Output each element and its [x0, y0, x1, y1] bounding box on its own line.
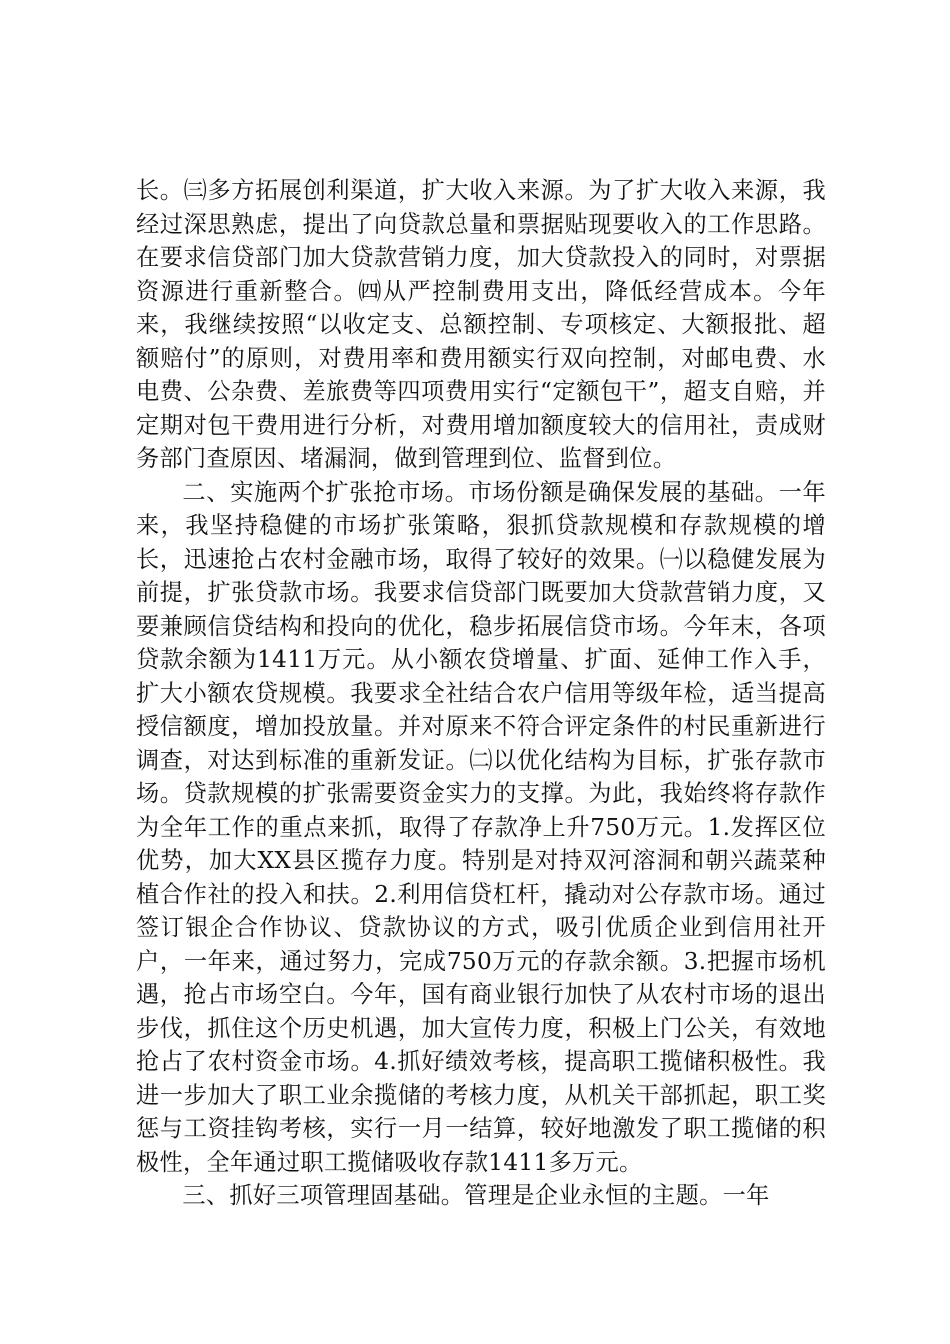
paragraph-continuation: 长。㈢多方拓展创利渠道，扩大收入来源。为了扩大收入来源，我经过深思熟虑，提出了向贷款总量和票据贴现要收入的工作思路。在要求信贷部门加大贷款营销力度，加大贷款投入的同时，对票据资源进行重新整合。㈣从严控制费用支出，降低经营成本。今年来，我继续按照“以收定支、总额控制、专项核定、大额报批、超额赔付”的原则，对费用率和费用额实行双向控制，对邮电费、水电费、公杂费、差旅费等四项费用实行“定额包干”，超支自赔，并定期对包干费用进行分析，对费用增加额度较大的信用社，责成财务部门查原因、堵漏洞，做到管理到位、监督到位。 [136, 177, 826, 472]
paragraph-section-three: 三、抓好三项管理固基础。管理是企业永恒的主题。一年 [182, 1182, 770, 1209]
paragraph-section-two: 二、实施两个扩张抢市场。市场份额是确保发展的基础。一年来，我坚持稳健的市场扩张策略，狠抓贷款规模和存款规模的增长，迅速抢占农村金融市场，取得了较好的效果。㈠以稳健发展为前提，扩张贷款市场。我要求信贷部门既要加大贷款营销力度，又要兼顾信贷结构和投向的优化，稳步拓展信贷市场。今年末，各项贷款余额为1411万元。从小额农贷增量、扩面、延伸工作入手，扩大小额农贷规模。我要求全社结合农户信用等级年检，适当提高授信额度，增加投放量。并对原来不符合评定条件的村民重新进行调查，对达到标准的重新发证。㈡以优化结构为目标，扩张存款市场。贷款规模的扩张需要资金实力的支撑。为此，我始终将存款作为全年工作的重点来抓，取得了存款净上升750万元。1.发挥区位优势，加大XX县区揽存力度。特别是对持双河溶洞和朝兴蔬菜种植合作社的投入和扶。2.利用信贷杠杆，撬动对公存款市场。通过签订银企合作协议、贷款协议的方式，吸引优质企业到信用社开户，一年来，通过努力，完成750万元的存款余额。3.把握市场机遇，抢占市场空白。今年，国有商业银行加快了从农村市场的退出步伐，抓住这个历史机遇，加大宣传力度，积极上门公关，有效地抢占了农村资金市场。4.抓好绩效考核，提高职工揽储积极性。我进一步加大了职工业余揽储的考核力度，从机关干部抓起，职工奖惩与工资挂钩考核，实行一月一结算，较好地激发了职工揽储的积极性，全年通过职工揽储吸收存款1411多万元。 [136, 478, 826, 1176]
document-body [136, 174, 826, 1213]
